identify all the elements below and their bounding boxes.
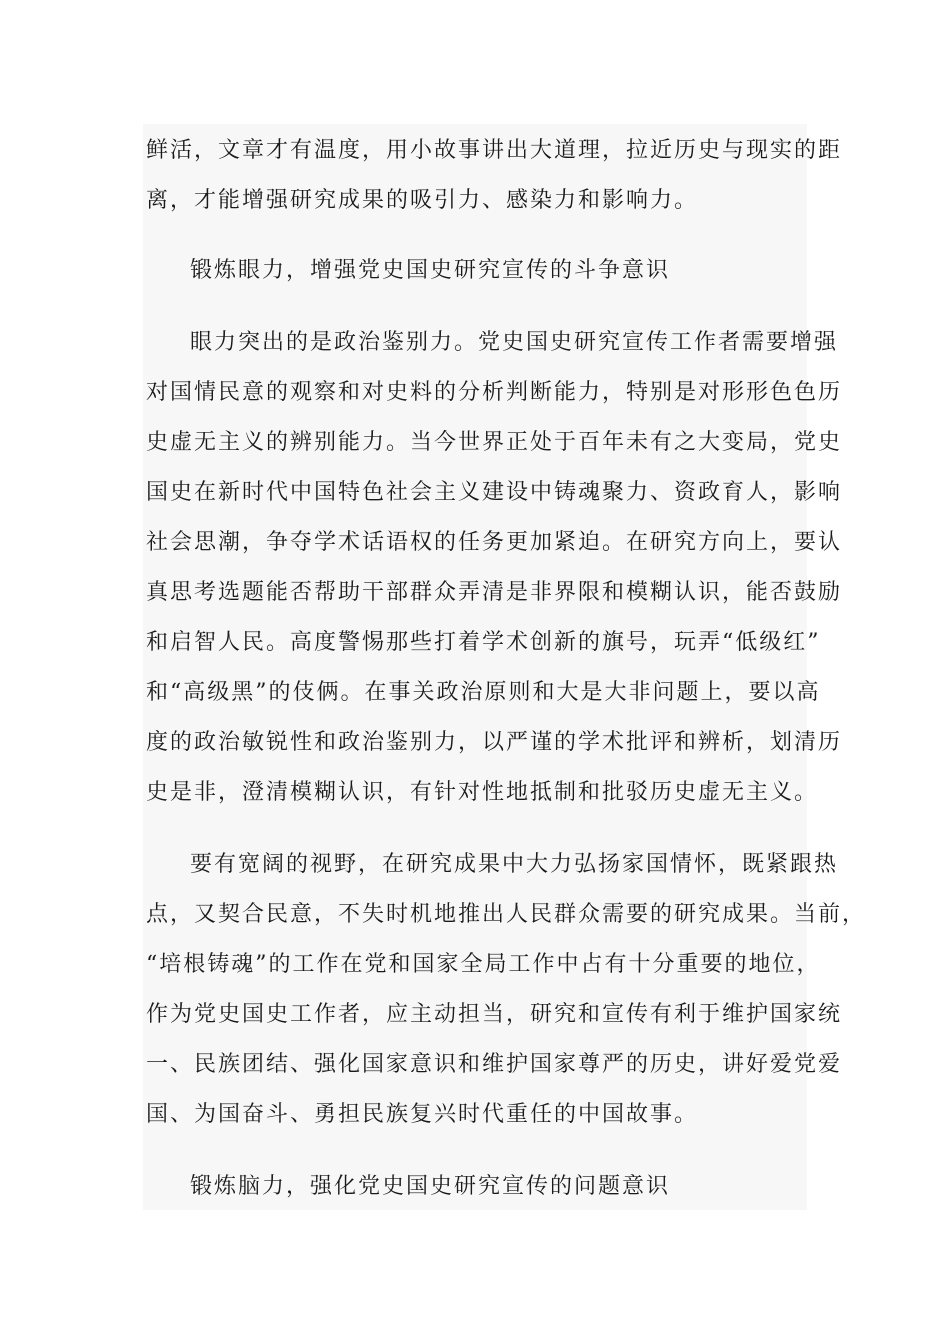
section-heading: 锻炼脑力，强化党史国史研究宣传的问题意识 (190, 1174, 671, 1199)
paragraph-line: 国史在新时代中国特色社会主义建设中铸魂聚力、资政育人，影响 (146, 480, 843, 505)
paragraph-line: 史是非，澄清模糊认识，有针对性地抵制和批驳历史虚无主义。 (146, 780, 819, 805)
paragraph-line: 国、为国奋斗、勇担民族复兴时代重任的中国故事。 (146, 1102, 699, 1127)
paragraph-line: 离，才能增强研究成果的吸引力、感染力和影响力。 (146, 188, 699, 213)
document-page (143, 124, 807, 1210)
paragraph-line: 度的政治敏锐性和政治鉴别力，以严谨的学术批评和辨析，划清历 (146, 730, 843, 755)
paragraph-line: 眼力突出的是政治鉴别力。党史国史研究宣传工作者需要增强 (190, 330, 839, 355)
paragraph-line: 史虚无主义的辨别能力。当今世界正处于百年未有之大变局，党史 (146, 430, 843, 455)
paragraph-line: 鲜活，文章才有温度，用小故事讲出大道理，拉近历史与现实的距 (146, 138, 843, 163)
paragraph-line: 点，又契合民意，不失时机地推出人民群众需要的研究成果。当前， (146, 902, 867, 927)
paragraph-line: 社会思潮，争夺学术话语权的任务更加紧迫。在研究方向上，要认 (146, 530, 843, 555)
section-heading: 锻炼眼力，增强党史国史研究宣传的斗争意识 (190, 258, 671, 283)
paragraph-line: 和启智人民。高度警惕那些打着学术创新的旗号，玩弄“低级红” (146, 630, 821, 655)
paragraph-line: 一、民族团结、强化国家意识和维护国家尊严的历史，讲好爱党爱 (146, 1052, 843, 1077)
paragraph-line: 作为党史国史工作者，应主动担当，研究和宣传有利于维护国家统 (146, 1002, 843, 1027)
paragraph-line: “培根铸魂”的工作在党和国家全局工作中占有十分重要的地位， (146, 952, 821, 977)
paragraph-line: 要有宽阔的视野，在研究成果中大力弘扬家国情怀，既紧跟热 (190, 852, 839, 877)
paragraph-line: 和“高级黑”的伎俩。在事关政治原则和大是大非问题上，要以高 (146, 680, 821, 705)
paragraph-line: 真思考选题能否帮助干部群众弄清是非界限和模糊认识，能否鼓励 (146, 580, 843, 605)
paragraph-line: 对国情民意的观察和对史料的分析判断能力，特别是对形形色色历 (146, 380, 843, 405)
